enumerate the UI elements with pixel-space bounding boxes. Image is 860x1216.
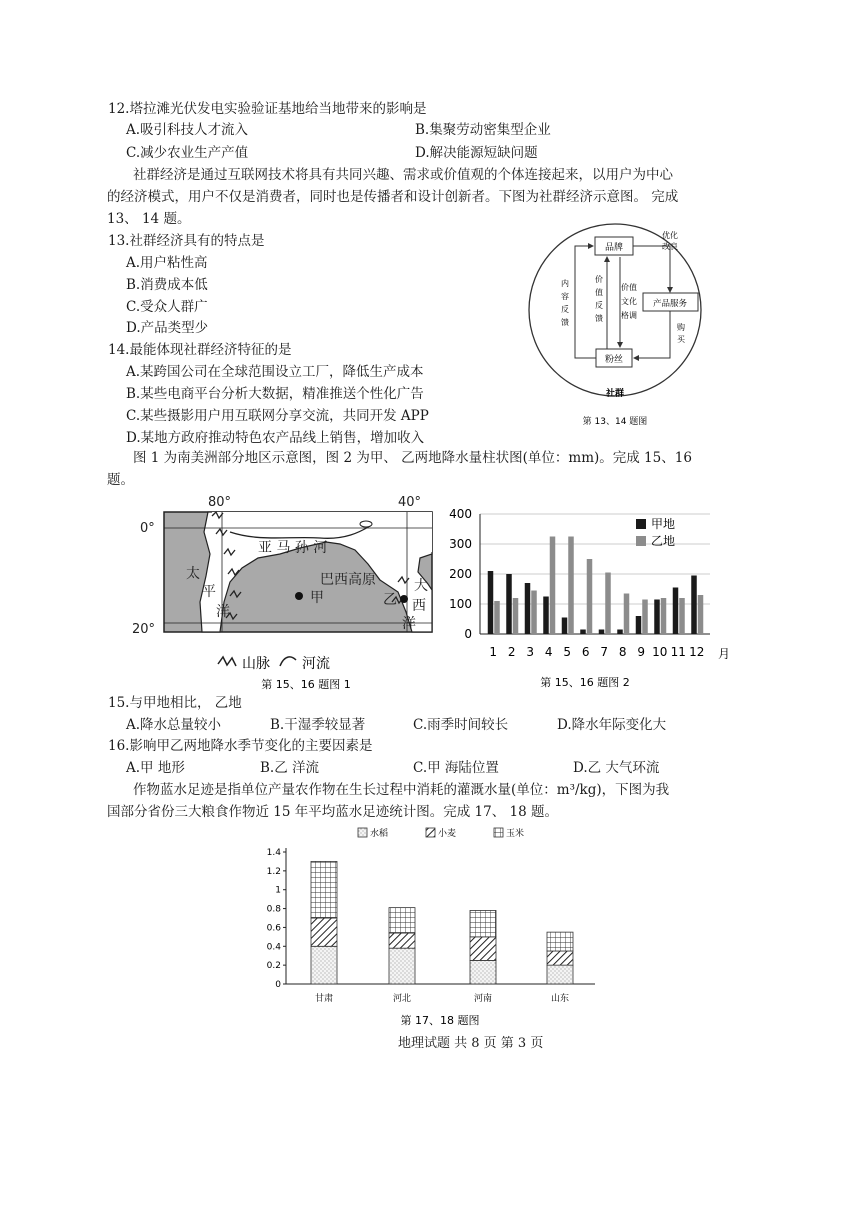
q13-option-d: D.产品类型少 <box>126 320 209 336</box>
chart2-ytick: 1.2 <box>266 866 281 877</box>
chart2-ytick: 1.4 <box>266 848 281 858</box>
q14-option-b: B.某些电商平台分析大数据，精准推送个性化广告 <box>126 386 424 402</box>
legend-river-icon <box>280 657 296 666</box>
chart1-xtick: 10 <box>652 645 668 659</box>
diagram-content-feedback-3: 反 <box>561 305 569 314</box>
chart2-ytick: 0.2 <box>266 961 281 972</box>
diagram-content-feedback-2: 容 <box>561 292 569 301</box>
q13-stem: 13.社群经济具有的特点是 <box>108 233 265 249</box>
chart1-bar-jia <box>691 576 697 635</box>
q15-option-c: C.雨季时间较长 <box>413 717 509 733</box>
chart2-ytick: 0.6 <box>266 923 281 934</box>
chart2-bar-segment <box>547 965 573 984</box>
chart1-xtick: 8 <box>618 645 627 659</box>
diagram-content-feedback-1: 内 <box>561 279 569 288</box>
map-lat-20: 20° <box>132 622 156 637</box>
chart1-bar-yi <box>550 537 556 635</box>
q16-stem: 16.影响甲乙两地降水季节变化的主要因素是 <box>108 738 373 754</box>
diagram-buy-1: 购 <box>677 323 685 332</box>
chart1-bar-yi <box>605 573 611 635</box>
chart1-bar-jia <box>617 630 623 635</box>
q16-option-d: D.乙 大气环流 <box>573 760 660 776</box>
chart1-bar-jia <box>488 571 494 634</box>
map-atlantic-1: 大 <box>414 578 428 594</box>
chart1-xtick: 2 <box>507 645 516 659</box>
chart2-xtick: 山东 <box>550 994 570 1004</box>
chart2-bar-segment <box>547 932 573 951</box>
q16-option-b: B.乙 洋流 <box>260 760 320 776</box>
chart2-legend-swatch <box>494 828 503 837</box>
map-caption: 第 15、16 题图 1 <box>261 678 351 691</box>
map-legend-mountain: 山脉 <box>242 656 270 672</box>
chart2-legend-swatch <box>358 828 367 837</box>
chart2-ytick: 0.4 <box>266 942 281 953</box>
chart1-caption: 第 15、16 题图 2 <box>540 676 630 689</box>
chart1-xtick: 7 <box>600 645 609 659</box>
chart1-bar-yi <box>642 600 648 635</box>
chart2-bar-segment <box>470 960 496 984</box>
q12-option-a: A.吸引科技人才流入 <box>126 122 249 138</box>
chart1-bar-yi <box>494 601 500 634</box>
intro-13-line2: 的经济模式，用户不仅是消费者，同时也是传播者和设计创新者。下图为社群经济示意图。 完成 <box>107 189 679 205</box>
chart2-bar-segment <box>547 951 573 965</box>
q12-option-c: C.减少农业生产产值 <box>126 145 249 161</box>
chart1-legend-label: 乙地 <box>651 534 676 548</box>
q15-stem: 15.与甲地相比， 乙地 <box>108 695 242 711</box>
chart1-xtick: 1 <box>489 645 498 659</box>
chart2-legend-swatch <box>426 828 435 837</box>
chart2-ytick: 0.8 <box>266 904 281 915</box>
map-amazon-label: 亚 马 孙 河 <box>258 540 328 556</box>
diagram-product: 产品服务 <box>652 299 688 309</box>
map-pacific-1: 太 <box>186 566 200 582</box>
map-atlantic-3: 洋 <box>402 616 416 632</box>
chart2-bar-segment <box>389 908 415 933</box>
south-america-map <box>130 492 440 697</box>
chart1-bar-jia <box>543 597 549 635</box>
chart1-xtick: 3 <box>526 645 535 659</box>
diagram-value-feedback-4: 馈 <box>595 314 603 323</box>
precipitation-chart <box>440 500 730 695</box>
diagram-fans: 粉丝 <box>604 355 624 365</box>
diagram-value-feedback-3: 反 <box>595 301 603 310</box>
q14-option-d: D.某地方政府推动特色农产品线上销售，增加收入 <box>126 430 425 446</box>
chart1-bar-jia <box>673 588 679 635</box>
diagram-caption: 第 13、14 题图 <box>582 417 648 427</box>
chart1-bar-jia <box>506 574 512 634</box>
chart1-bar-yi <box>531 591 537 635</box>
diagram-value-feedback-2: 值 <box>595 288 603 297</box>
map-lon-80: 80° <box>208 495 232 510</box>
chart1-ytick: 100 <box>449 597 472 611</box>
diagram-content-feedback-4: 馈 <box>561 318 569 327</box>
chart1-bar-jia <box>654 600 660 635</box>
chart1-xtick: 11 <box>670 645 686 659</box>
chart2-bar-segment <box>470 910 496 936</box>
chart2-ytick: 1 <box>275 885 281 896</box>
q13-option-a: A.用户粘性高 <box>126 255 208 271</box>
diagram-value-culture-3: 格调 <box>621 311 637 320</box>
diagram-value-culture-1: 价值 <box>621 283 637 292</box>
community-diagram <box>515 218 715 433</box>
q15-option-d: D.降水年际变化大 <box>557 717 667 733</box>
chart2-legend-label: 水稻 <box>370 829 389 839</box>
diagram-buy-2: 买 <box>677 335 685 344</box>
map-pacific-3: 洋 <box>216 604 230 620</box>
map-jia-point <box>295 592 303 600</box>
diagram-community: 社群 <box>605 389 625 399</box>
map-jia-label: 甲 <box>310 590 324 606</box>
q12-stem: 12.塔拉滩光伏发电实验验证基地给当地带来的影响是 <box>108 101 427 117</box>
q13-option-c: C.受众人群广 <box>126 299 208 315</box>
intro-17-line1: 作物蓝水足迹是指单位产量农作物在生长过程中消耗的灌溉水量(单位：m³/kg)，下图为我 <box>133 782 670 798</box>
map-yi-label: 乙 <box>383 592 397 608</box>
chart1-bar-jia <box>580 630 586 635</box>
chart2-bar-segment <box>389 933 415 948</box>
chart1-legend-swatch <box>636 536 646 546</box>
chart2-legend-label: 玉米 <box>506 829 525 839</box>
chart1-bar-jia <box>599 630 605 635</box>
chart1-bar-yi <box>698 595 704 634</box>
map-legend-river: 河流 <box>302 656 330 672</box>
chart2-xtick: 甘肃 <box>314 994 334 1004</box>
chart2-xtick: 河北 <box>392 994 412 1004</box>
chart1-xtick: 9 <box>637 645 646 659</box>
legend-mountain-icon <box>218 657 236 666</box>
chart1-xlabel: 月 <box>718 647 730 661</box>
diagram-value-culture-2: 文化 <box>621 297 637 306</box>
chart1-bar-yi <box>679 598 685 634</box>
chart2-bar-segment <box>311 861 337 918</box>
map-pacific-2: 平 <box>202 584 216 600</box>
q16-option-a: A.甲 地形 <box>126 760 185 776</box>
intro-13-line1: 社群经济是通过互联网技术将具有共同兴趣、需求或价值观的个体连接起来，以用户为中心 <box>133 167 673 183</box>
map-lat-0: 0° <box>140 521 155 536</box>
chart2-bar-segment <box>311 946 337 984</box>
q15-option-a: A.降水总量较小 <box>126 717 222 733</box>
q12-option-d: D.解决能源短缺问题 <box>415 145 538 161</box>
chart1-bar-yi <box>587 559 593 634</box>
chart2-legend-label: 小麦 <box>438 829 457 839</box>
q12-option-b: B.集聚劳动密集型企业 <box>415 122 551 138</box>
chart1-xtick: 5 <box>563 645 572 659</box>
chart1-ytick: 400 <box>449 507 472 521</box>
q13-option-b: B.消费成本低 <box>126 277 208 293</box>
page-footer: 地理试题 共 8 页 第 3 页 <box>398 1036 544 1051</box>
intro-15-line2: 题。 <box>107 472 134 488</box>
diagram-brand: 品牌 <box>604 243 624 253</box>
q15-option-b: B.干湿季较显著 <box>270 717 366 733</box>
chart1-ytick: 200 <box>449 567 472 581</box>
q14-stem: 14.最能体现社群经济特征的是 <box>108 342 292 358</box>
chart1-xtick: 4 <box>544 645 553 659</box>
chart2-bar-segment <box>470 937 496 961</box>
q14-option-c: C.某些摄影用户用互联网分享交流，共同开发 APP <box>126 408 429 424</box>
chart2-bar-segment <box>311 918 337 946</box>
chart1-bar-jia <box>562 618 568 635</box>
diagram-optimize-2: 改良 <box>662 242 678 251</box>
chart1-bar-jia <box>525 583 531 634</box>
map-lon-40: 40° <box>398 495 422 510</box>
map-atlantic-2: 西 <box>412 598 426 614</box>
intro-13-line3: 13、 14 题。 <box>107 211 191 227</box>
diagram-value-feedback-1: 价 <box>595 275 603 284</box>
intro-15-line1: 图 1 为南美洲部分地区示意图，图 2 为甲、 乙两地降水量柱状图(单位：mm)。完成 15、16 <box>133 450 692 466</box>
chart1-bar-yi <box>513 598 519 634</box>
chart2-bar-segment <box>389 948 415 984</box>
chart1-legend-label: 甲地 <box>651 517 676 531</box>
map-plateau-label: 巴西高原 <box>320 572 376 588</box>
diagram-optimize-1: 优化 <box>662 231 678 240</box>
chart2-xtick: 河南 <box>473 994 493 1004</box>
chart1-bar-yi <box>624 594 630 635</box>
q16-option-c: C.甲 海陆位置 <box>413 760 499 776</box>
chart1-ytick: 0 <box>464 627 472 641</box>
chart1-ytick: 300 <box>449 537 472 551</box>
chart2-caption: 第 17、18 题图 <box>400 1014 480 1027</box>
chart1-xtick: 6 <box>581 645 590 659</box>
chart1-bar-yi <box>568 537 574 635</box>
q14-option-a: A.某跨国公司在全球范围设立工厂，降低生产成本 <box>126 364 424 380</box>
chart1-bar-jia <box>636 616 642 634</box>
chart1-xtick: 12 <box>689 645 705 659</box>
map-yi-point <box>400 595 408 603</box>
chart1-legend-swatch <box>636 519 646 529</box>
chart1-bar-yi <box>661 598 667 634</box>
intro-17-line2: 国部分省份三大粮食作物近 15 年平均蓝水足迹统计图。完成 17、 18 题。 <box>107 804 558 820</box>
chart2-ytick: 0 <box>275 980 281 990</box>
blue-water-footprint-chart <box>250 822 620 1032</box>
